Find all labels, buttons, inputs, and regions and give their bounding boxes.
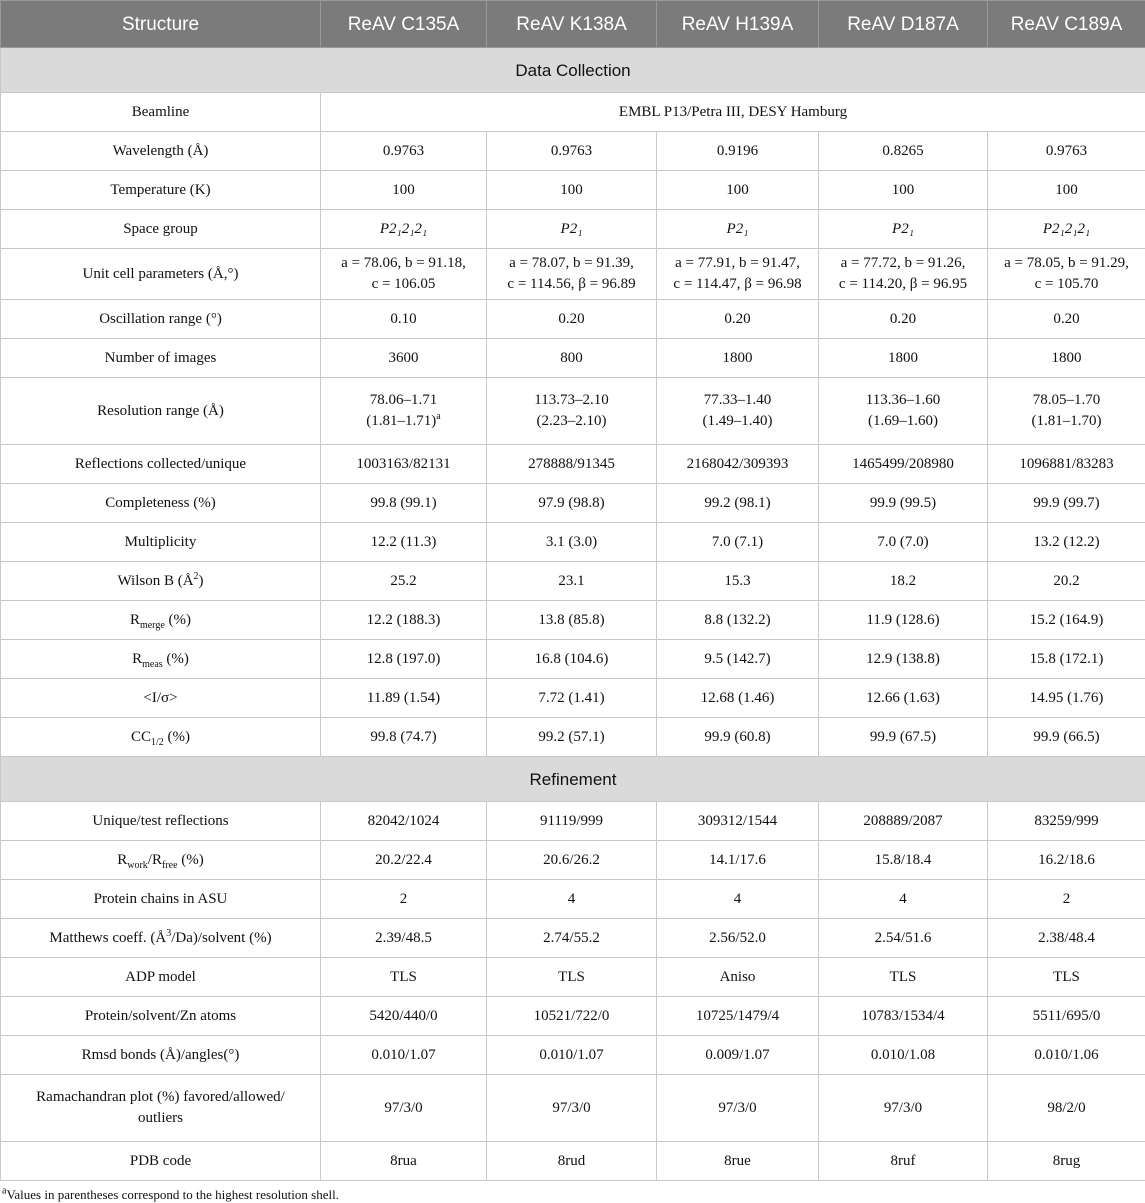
cell: 99.2 (98.1) <box>657 484 819 523</box>
cell: TLS <box>988 958 1145 997</box>
header-h139a: ReAV H139A <box>657 1 819 48</box>
cell: 15.8 (172.1) <box>988 640 1145 679</box>
cell: 12.66 (1.63) <box>819 679 988 718</box>
row-label: Multiplicity <box>1 523 321 562</box>
cell <box>657 378 819 445</box>
table-row <box>1 132 1145 171</box>
cell: 99.9 (99.5) <box>819 484 988 523</box>
cell: 0.20 <box>657 300 819 339</box>
cell: 20.6/26.2 <box>487 841 657 880</box>
cell: 2.74/55.2 <box>487 919 657 958</box>
row-label: $R_{merge}$ (%) <box>1 601 321 640</box>
cell <box>988 378 1145 445</box>
cell: 2 <box>321 880 487 919</box>
row-label: $CC_{1/2}$ (%) <box>1 718 321 757</box>
cell: 20.2/22.4 <box>321 841 487 880</box>
cell: 12.9 (138.8) <box>819 640 988 679</box>
table-row <box>1 718 1145 757</box>
cell: 15.3 <box>657 562 819 601</box>
cell: 1800 <box>819 339 988 378</box>
cell: 1800 <box>988 339 1145 378</box>
cell: 99.9 (67.5) <box>819 718 988 757</box>
row-label: Resolution range (Å) <box>1 378 321 445</box>
cell: 8rue <box>657 1142 819 1181</box>
header-c135a: ReAV C135A <box>321 1 487 48</box>
cell: 97/3/0 <box>487 1075 657 1142</box>
line: 113.36–1.60 <box>866 392 940 408</box>
cell: 16.2/18.6 <box>988 841 1145 880</box>
cell: 11.9 (128.6) <box>819 601 988 640</box>
table-row <box>1 93 1145 132</box>
row-label: Rmsd bonds (Å)/angles(°) <box>1 1036 321 1075</box>
cell: 0.9763 <box>487 132 657 171</box>
row-label: Number of images <box>1 339 321 378</box>
cell: 10521/722/0 <box>487 997 657 1036</box>
cell: 8rug <box>988 1142 1145 1181</box>
cell: 0.010/1.06 <box>988 1036 1145 1075</box>
cell: 23.1 <box>487 562 657 601</box>
cell: 98/2/0 <box>988 1075 1145 1142</box>
cell: 99.9 (66.5) <box>988 718 1145 757</box>
table-row <box>1 679 1145 718</box>
row-label: Beamline <box>1 93 321 132</box>
table-row <box>1 1036 1145 1075</box>
table-row <box>1 1075 1145 1142</box>
row-label: Completeness (%) <box>1 484 321 523</box>
table-row <box>1 802 1145 841</box>
cell: 0.009/1.07 <box>657 1036 819 1075</box>
cell: 15.8/18.4 <box>819 841 988 880</box>
cell: 12.2 (11.3) <box>321 523 487 562</box>
line: c = 114.20, β = 96.95 <box>839 276 967 292</box>
cell: 8rud <box>487 1142 657 1181</box>
table-row <box>1 523 1145 562</box>
cell: 99.8 (74.7) <box>321 718 487 757</box>
cell: 10725/1479/4 <box>657 997 819 1036</box>
cell: 82042/1024 <box>321 802 487 841</box>
cell: 7.72 (1.41) <box>487 679 657 718</box>
cell: TLS <box>487 958 657 997</box>
cell: 2.56/52.0 <box>657 919 819 958</box>
line: c = 105.70 <box>1035 276 1099 292</box>
cell: TLS <box>321 958 487 997</box>
cell: 11.89 (1.54) <box>321 679 487 718</box>
section-refinement: Refinement <box>1 757 1145 802</box>
cell: 2.38/48.4 <box>988 919 1145 958</box>
cell: 309312/1544 <box>657 802 819 841</box>
cell: 13.2 (12.2) <box>988 523 1145 562</box>
table-row <box>1 640 1145 679</box>
row-label: $R_{work}/R_{free}$ (%) <box>1 841 321 880</box>
cell: P2₁ <box>487 210 657 249</box>
row-label: ADP model <box>1 958 321 997</box>
cell: 99.9 (60.8) <box>657 718 819 757</box>
cell: 20.2 <box>988 562 1145 601</box>
table-row <box>1 841 1145 880</box>
table-row <box>1 300 1145 339</box>
cell: 15.2 (164.9) <box>988 601 1145 640</box>
cell: 18.2 <box>819 562 988 601</box>
footnote-marker: a <box>2 1186 6 1197</box>
table-row <box>1 601 1145 640</box>
row-label: PDB code <box>1 1142 321 1181</box>
cell: 1096881/83283 <box>988 445 1145 484</box>
row-label: <I/σ> <box>1 679 321 718</box>
row-label: Reflections collected/unique <box>1 445 321 484</box>
table-row <box>1 339 1145 378</box>
cell: TLS <box>819 958 988 997</box>
line: 78.06–1.71 <box>370 392 438 408</box>
cell: 83259/999 <box>988 802 1145 841</box>
line: (1.81–1.71) <box>366 413 436 429</box>
cell: 0.20 <box>988 300 1145 339</box>
cell <box>657 249 819 300</box>
footnote-text: Values in parentheses correspond to the highest resolution shell. <box>6 1187 339 1202</box>
cell: 9.5 (142.7) <box>657 640 819 679</box>
cell: 2.54/51.6 <box>819 919 988 958</box>
footnote-marker: a <box>436 411 440 422</box>
cell <box>487 249 657 300</box>
table-row <box>1 919 1145 958</box>
cell: 8.8 (132.2) <box>657 601 819 640</box>
cell: 99.2 (57.1) <box>487 718 657 757</box>
cell: 25.2 <box>321 562 487 601</box>
cell: 800 <box>487 339 657 378</box>
cell: 0.9763 <box>321 132 487 171</box>
cell: 100 <box>487 171 657 210</box>
row-label: Protein chains in ASU <box>1 880 321 919</box>
cell: 100 <box>321 171 487 210</box>
line: c = 114.47, β = 96.98 <box>673 276 801 292</box>
cell: 0.10 <box>321 300 487 339</box>
table-row <box>1 484 1145 523</box>
cell: 2168042/309393 <box>657 445 819 484</box>
cell: 0.20 <box>487 300 657 339</box>
line: (1.81–1.70) <box>1032 413 1102 429</box>
cell: 16.8 (104.6) <box>487 640 657 679</box>
cell <box>487 378 657 445</box>
row-label: Space group <box>1 210 321 249</box>
cell: 97.9 (98.8) <box>487 484 657 523</box>
line: 77.33–1.40 <box>704 392 772 408</box>
cell: 14.95 (1.76) <box>988 679 1145 718</box>
cell: 2.39/48.5 <box>321 919 487 958</box>
cell: 10783/1534/4 <box>819 997 988 1036</box>
header-row <box>1 1 1145 48</box>
row-label: Unique/test reflections <box>1 802 321 841</box>
line: a = 77.72, b = 91.26, <box>841 255 966 271</box>
cell: 1003163/82131 <box>321 445 487 484</box>
line: (1.69–1.60) <box>868 413 938 429</box>
cell: P2₁ <box>819 210 988 249</box>
table-row <box>1 880 1145 919</box>
cell: P2₁2₁2₁ <box>321 210 487 249</box>
cell: 91119/999 <box>487 802 657 841</box>
row-label: Ramachandran plot (%) favored/allowed/ outliers <box>1 1075 321 1142</box>
cell: 7.0 (7.0) <box>819 523 988 562</box>
cell: 12.68 (1.46) <box>657 679 819 718</box>
cell: 0.8265 <box>819 132 988 171</box>
cell <box>988 249 1145 300</box>
section-row <box>1 48 1145 93</box>
cell: 0.010/1.07 <box>487 1036 657 1075</box>
cell: 100 <box>819 171 988 210</box>
table-row <box>1 562 1145 601</box>
cell: 97/3/0 <box>321 1075 487 1142</box>
section-row <box>1 757 1145 802</box>
cell <box>819 249 988 300</box>
cell: 0.9196 <box>657 132 819 171</box>
line: c = 114.56, β = 96.89 <box>507 276 635 292</box>
line: a = 78.07, b = 91.39, <box>509 255 634 271</box>
row-label: $R_{meas}$ (%) <box>1 640 321 679</box>
cell: 100 <box>988 171 1145 210</box>
cell: 12.2 (188.3) <box>321 601 487 640</box>
cell: 13.8 (85.8) <box>487 601 657 640</box>
cell <box>321 378 487 445</box>
table-row <box>1 378 1145 445</box>
cell: 3.1 (3.0) <box>487 523 657 562</box>
table-row <box>1 997 1145 1036</box>
section-data-collection: Data Collection <box>1 48 1145 93</box>
row-label: Oscillation range (°) <box>1 300 321 339</box>
cell: 14.1/17.6 <box>657 841 819 880</box>
cell: 5420/440/0 <box>321 997 487 1036</box>
cell: 2 <box>988 880 1145 919</box>
header-k138a: ReAV K138A <box>487 1 657 48</box>
cell: 1465499/208980 <box>819 445 988 484</box>
cell: P2₁2₁2₁ <box>988 210 1145 249</box>
line: a = 78.05, b = 91.29, <box>1004 255 1129 271</box>
cell: 8rua <box>321 1142 487 1181</box>
line: a = 78.06, b = 91.18, <box>341 255 466 271</box>
line: a = 77.91, b = 91.47, <box>675 255 800 271</box>
line: (1.49–1.40) <box>703 413 773 429</box>
row-label: Unit cell parameters (Å,°) <box>1 249 321 300</box>
table-row <box>1 958 1145 997</box>
cell: 8ruf <box>819 1142 988 1181</box>
row-label: Wilson B $(Å^2)$ <box>1 562 321 601</box>
cell: 4 <box>819 880 988 919</box>
header-d187a: ReAV D187A <box>819 1 988 48</box>
cell: 97/3/0 <box>657 1075 819 1142</box>
cell: 1800 <box>657 339 819 378</box>
cell: 99.9 (99.7) <box>988 484 1145 523</box>
cell: 278888/91345 <box>487 445 657 484</box>
row-label: Matthews coeff. $(Å^3/Da)$/solvent (%) <box>1 919 321 958</box>
header-c189a: ReAV C189A <box>988 1 1145 48</box>
header-structure: Structure <box>1 1 321 48</box>
table-row <box>1 171 1145 210</box>
table-row <box>1 445 1145 484</box>
cell: 100 <box>657 171 819 210</box>
cell: 0.010/1.08 <box>819 1036 988 1075</box>
cell: 12.8 (197.0) <box>321 640 487 679</box>
cell: 4 <box>487 880 657 919</box>
cell: Aniso <box>657 958 819 997</box>
row-label: Protein/solvent/Zn atoms <box>1 997 321 1036</box>
cell <box>321 249 487 300</box>
cell: 208889/2087 <box>819 802 988 841</box>
cell: 97/3/0 <box>819 1075 988 1142</box>
line: (2.23–2.10) <box>537 413 607 429</box>
cell: P2₁ <box>657 210 819 249</box>
cell: 0.010/1.07 <box>321 1036 487 1075</box>
table-row <box>1 210 1145 249</box>
cell: 7.0 (7.1) <box>657 523 819 562</box>
row-label: Wavelength (Å) <box>1 132 321 171</box>
cell <box>819 378 988 445</box>
table-footnote <box>0 1181 1145 1203</box>
cell: 3600 <box>321 339 487 378</box>
line: 78.05–1.70 <box>1033 392 1101 408</box>
cell: 0.20 <box>819 300 988 339</box>
table-row <box>1 249 1145 300</box>
line: 113.73–2.10 <box>534 392 608 408</box>
line: c = 106.05 <box>372 276 436 292</box>
cell: 5511/695/0 <box>988 997 1145 1036</box>
row-label: Temperature (K) <box>1 171 321 210</box>
table-row <box>1 1142 1145 1181</box>
beamline-value: EMBL P13/Petra III, DESY Hamburg <box>321 93 1145 132</box>
cell: 0.9763 <box>988 132 1145 171</box>
cell: 99.8 (99.1) <box>321 484 487 523</box>
cell: 4 <box>657 880 819 919</box>
